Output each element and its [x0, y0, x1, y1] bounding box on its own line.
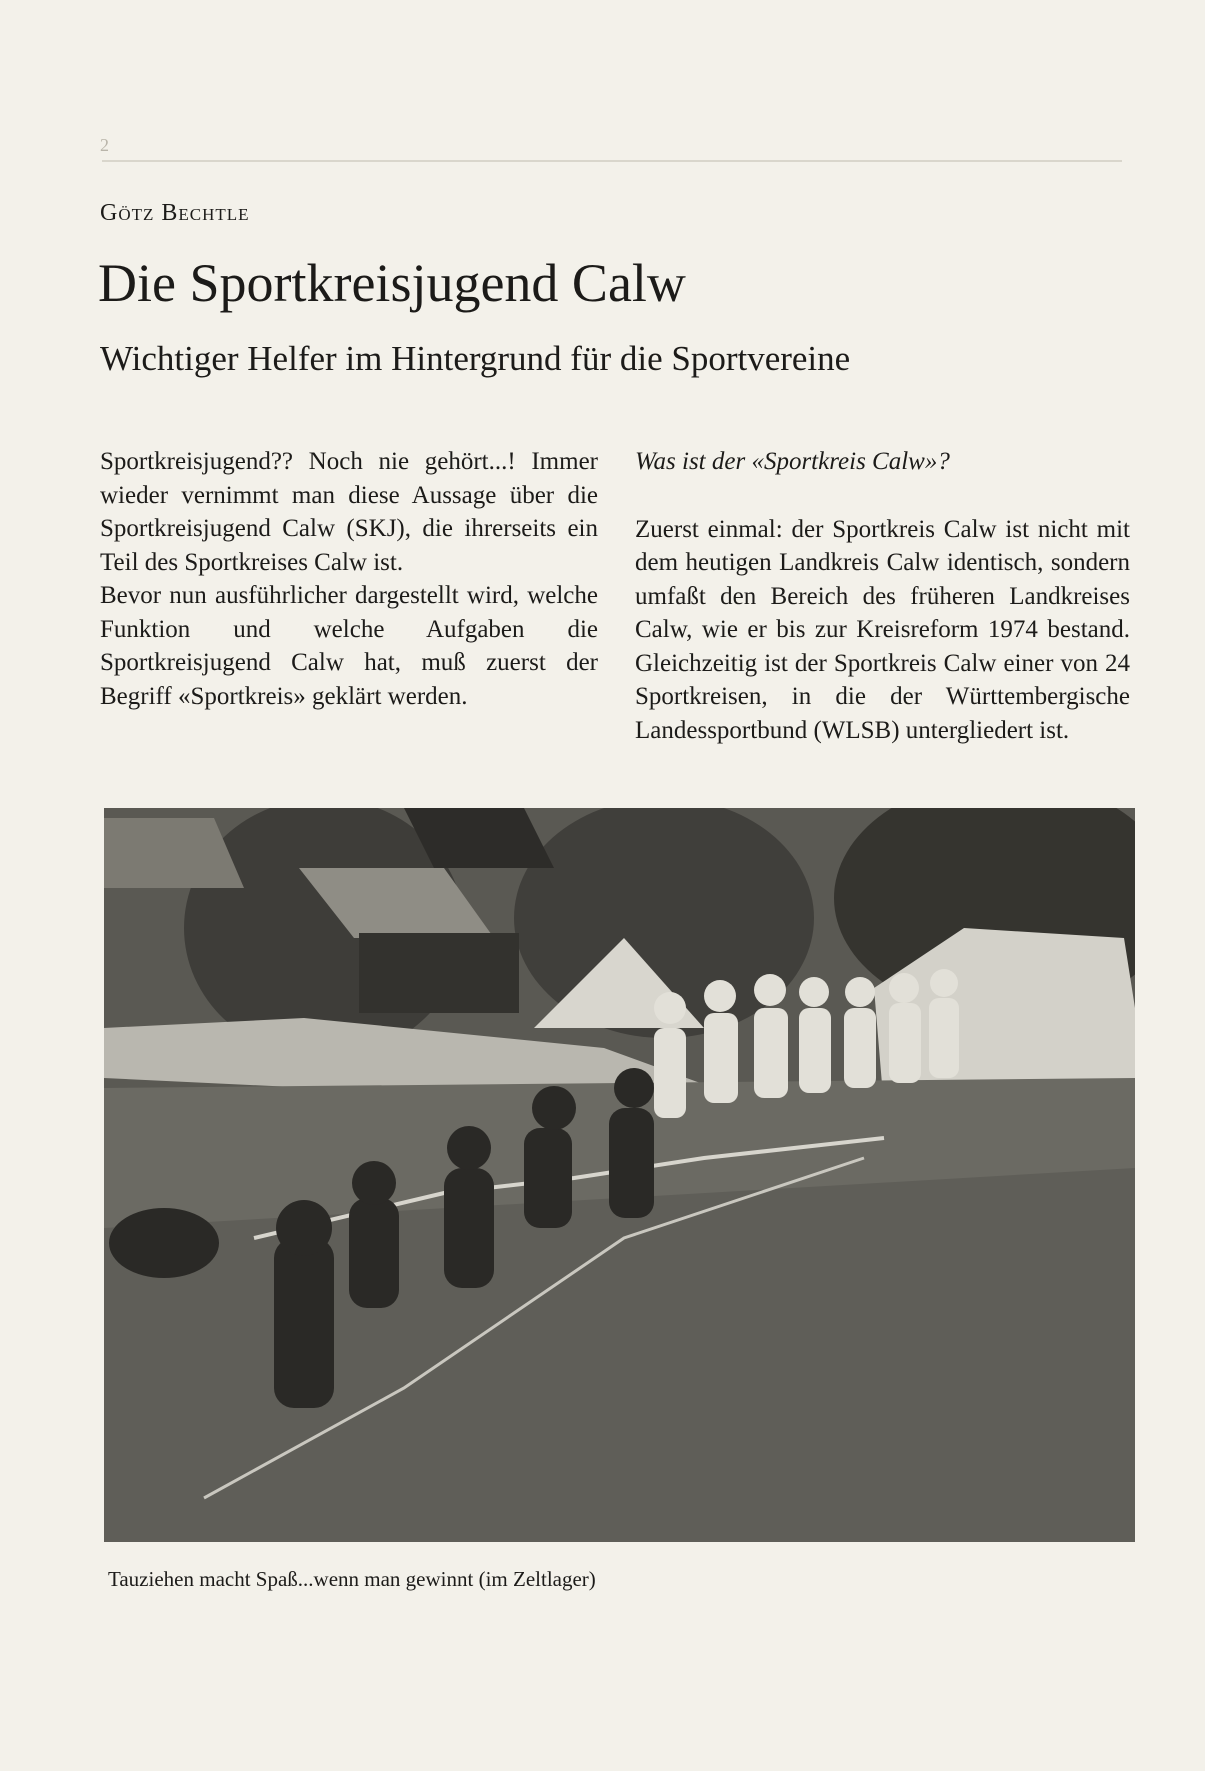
left-paragraph-1: Sportkreisjugend?? Noch nie gehört...! Immer wieder vernimmt man diese Aussage über die Sportkreisjugend Calw (SKJ), die ihrerseits ein Teil des Sportkreises Calw ist. [100, 448, 598, 576]
tug-of-war-photo [104, 808, 1135, 1542]
page-mark: 2 [100, 135, 109, 155]
section-heading: Was ist der «Sportkreis Calw»? [635, 448, 950, 475]
left-paragraph-2: Bevor nun ausführlicher dargestellt wird, welche Funktion und welche Aufgaben die Sportkreisjugend Calw hat, muß zuerst der Begriff «Sportkreis» geklärt werden. [100, 582, 598, 710]
right-paragraph-1: Zuerst einmal: der Sportkreis Calw ist nicht mit dem heutigen Landkreis Calw identisch, sondern umfaßt den Bereich des früheren Landkreises Calw, wie er bis zur Kreisreform 1974 bestand. Gleichzeitig ist der Sportkreis Calw einer von 24 Sportkreisen, in die der Württembergische Landessportbund (WLSB) untergliedert ist. [635, 515, 1130, 744]
cabin-wall [359, 933, 519, 1013]
photo-illustration [104, 808, 1135, 1542]
right-column [635, 445, 1130, 747]
header-rule [102, 160, 1122, 162]
grass-foreground [104, 1168, 1135, 1542]
left-column [100, 445, 598, 713]
author-name: Götz Bechtle [100, 200, 250, 226]
article-subtitle: Wichtiger Helfer im Hintergrund für die Sportvereine [100, 339, 851, 378]
article-title: Die Sportkreisjugend Calw [98, 253, 686, 313]
photo-caption: Tauziehen macht Spaß...wenn man gewinnt (im Zeltlager) [108, 1567, 596, 1591]
